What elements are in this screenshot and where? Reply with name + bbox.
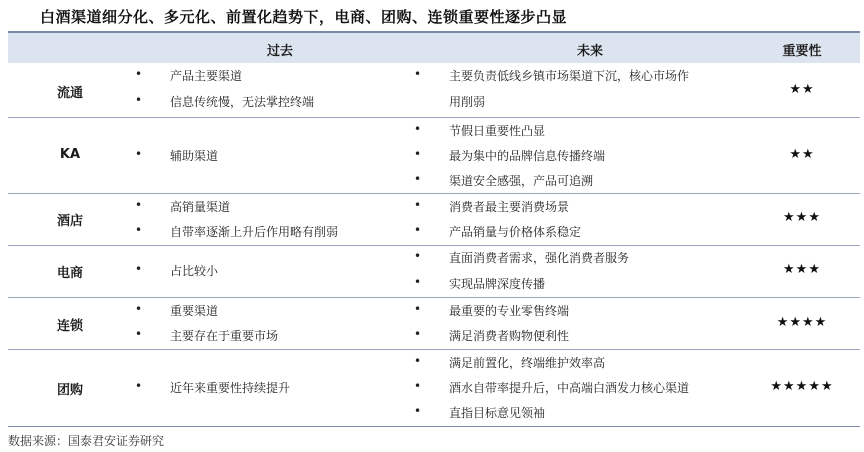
importance-stars: ★★	[789, 82, 815, 97]
future-item: 最重要的专业零售终端	[449, 304, 570, 318]
future-item: 直指目标意见领袖	[449, 406, 546, 420]
bullet: •	[414, 275, 422, 289]
table-title: 白酒渠道细分化、多元化、前置化趋势下，电商、团购、连锁重要性逐步凸显	[40, 8, 568, 26]
col-head-future: 未来	[576, 44, 603, 59]
row-separator	[8, 193, 860, 194]
bullet: •	[135, 262, 143, 276]
importance-stars: ★★★★	[776, 315, 828, 330]
past-item: 主要存在于重要市场	[170, 329, 279, 343]
past-item: 信息传统慢，无法掌控终端	[170, 95, 315, 109]
bullet: •	[135, 327, 143, 341]
col-head-past: 过去	[266, 44, 293, 59]
row-channel: 流通	[56, 86, 83, 101]
row-channel: 团购	[56, 383, 83, 398]
future-item: 用削弱	[449, 95, 486, 109]
row-channel: KA	[59, 147, 81, 162]
row-channel: 连锁	[56, 319, 83, 334]
bullet: •	[414, 147, 422, 161]
row-separator	[8, 117, 860, 118]
bullet: •	[414, 404, 422, 418]
data-source: 数据来源：国泰君安证券研究	[8, 434, 165, 448]
bullet: •	[414, 223, 422, 237]
importance-stars: ★★★★★	[770, 379, 834, 394]
future-item: 消费者最主要消费场景	[449, 200, 570, 214]
past-item: 辅助渠道	[170, 149, 219, 163]
importance-stars: ★★★	[783, 262, 821, 277]
col-head-importance: 重要性	[782, 44, 822, 59]
past-item: 重要渠道	[170, 304, 219, 318]
bullet: •	[135, 379, 143, 393]
bullet: •	[414, 354, 422, 368]
bullet: •	[135, 67, 143, 81]
row-separator	[8, 349, 860, 350]
bullet: •	[414, 122, 422, 136]
importance-stars: ★★★	[783, 210, 821, 225]
bullet: •	[135, 302, 143, 316]
past-item: 占比较小	[170, 264, 219, 278]
row-separator	[8, 297, 860, 298]
bullet: •	[135, 223, 143, 237]
future-item: 最为集中的品牌信息传播终端	[449, 149, 606, 163]
past-item: 近年来重要性持续提升	[170, 381, 291, 395]
future-item: 满足前置化，终端维护效率高	[449, 356, 606, 370]
bullet: •	[414, 379, 422, 393]
bullet: •	[135, 93, 143, 107]
future-item: 节假日重要性凸显	[449, 124, 546, 138]
header-band	[8, 33, 860, 63]
bullet: •	[135, 147, 143, 161]
row-channel: 电商	[56, 266, 83, 281]
row-channel: 酒店	[56, 214, 83, 229]
past-item: 产品主要渠道	[170, 69, 243, 83]
bullet: •	[414, 249, 422, 263]
future-item: 实现品牌深度传播	[449, 277, 546, 291]
bullet: •	[414, 327, 422, 341]
future-item: 直面消费者需求，强化消费者服务	[449, 251, 630, 265]
row-separator	[8, 245, 860, 246]
future-item: 渠道安全感强，产品可追溯	[449, 174, 594, 188]
bullet: •	[414, 198, 422, 212]
importance-stars: ★★	[789, 147, 815, 162]
past-item: 自带率逐渐上升后作用略有削弱	[170, 225, 339, 239]
future-item: 酒水自带率提升后，中高端白酒发力核心渠道	[449, 381, 690, 395]
past-item: 高销量渠道	[170, 200, 231, 214]
future-item: 满足消费者购物便利性	[449, 329, 570, 343]
future-item: 产品销量与价格体系稳定	[449, 225, 582, 239]
bullet: •	[414, 302, 422, 316]
bullet: •	[414, 67, 422, 81]
future-item: 主要负责低线乡镇市场渠道下沉，核心市场作	[449, 69, 690, 83]
bullet: •	[135, 198, 143, 212]
bottom-rule	[8, 426, 860, 427]
bullet: •	[414, 172, 422, 186]
